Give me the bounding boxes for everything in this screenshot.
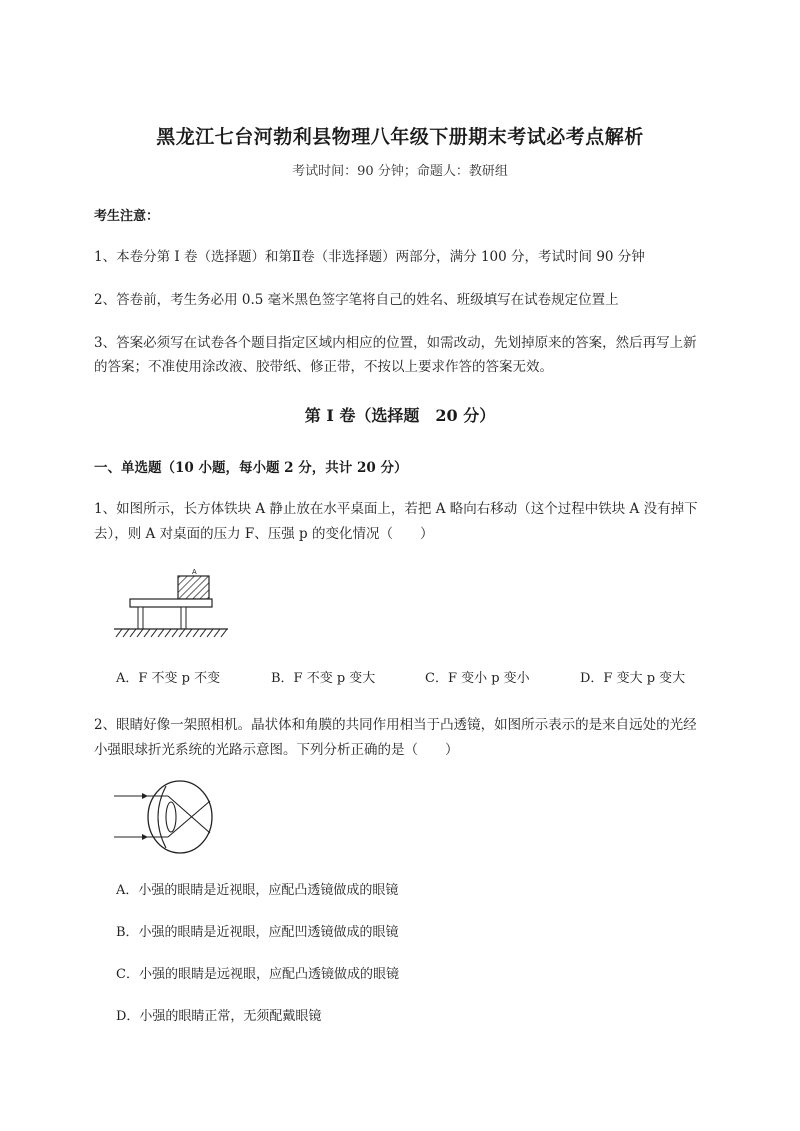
question-2-line-1: 2、眼睛好像一架照相机。晶状体和角膜的共同作用相当于凸透镜，如图所示表示的是来自远处的光经 xyxy=(94,717,697,733)
question-1-option-d[interactable]: D．F 变大 p 变大 xyxy=(580,671,686,686)
iron-block-shape xyxy=(178,576,209,599)
question-1-option-a[interactable]: A．F 不变 p 不变 xyxy=(116,671,221,686)
block-label: A xyxy=(192,569,197,576)
notice-item-3-line-2: 的答案；不准使用涂改液、胶带纸、修正带，不按以上要求作答的答案无效。 xyxy=(94,359,553,375)
question-1-option-b[interactable]: B．F 不变 p 变大 xyxy=(271,671,376,686)
question-2-option-b[interactable]: B．小强的眼睛是近视眼，应配凹透镜做成的眼镜 xyxy=(116,925,399,940)
part-heading: 一、单选题（10 小题，每小题 2 分，共计 20 分） xyxy=(94,460,408,476)
question-1-line-1: 1、如图所示，长方体铁块 A 静止放在水平桌面上，若把 A 略向右移动（这个过程中铁块 A 没有掉下 xyxy=(94,501,698,517)
page-title: 黑龙江七台河勃利县物理八年级下册期末考试必考点解析 xyxy=(156,126,644,148)
question-2-option-d[interactable]: D．小强的眼睛正常，无须配戴眼镜 xyxy=(116,1009,322,1024)
eye-lightpath-figure xyxy=(112,776,216,858)
notice-item-2: 2、答卷前，考生务必用 0.5 毫米黑色签字笔将自己的姓名、班级填写在试卷规定位置上 xyxy=(94,292,619,308)
question-2-line-2: 小强眼球折光系统的光路示意图。下列分析正确的是（ ） xyxy=(94,742,459,758)
question-1-option-c[interactable]: C．F 变小 p 变小 xyxy=(425,671,530,686)
question-1-line-2: 去），则 A 对桌面的压力 F、压强 p 的变化情况（ ） xyxy=(94,526,434,542)
notice-item-1: 1、本卷分第 I 卷（选择题）和第Ⅱ卷（非选择题）两部分，满分 100 分，考试时间 90 分钟 xyxy=(94,249,645,265)
exam-meta: 考试时间：90 分钟；命题人：教研组 xyxy=(292,164,508,179)
question-2-option-c[interactable]: C．小强的眼睛是远视眼，应配凸透镜做成的眼镜 xyxy=(116,967,399,982)
notice-heading: 考生注意： xyxy=(94,209,160,224)
section-title: 第 I 卷（选择题 20 分） xyxy=(304,406,496,425)
notice-item-3-line-1: 3、答案必须写在试卷各个题目指定区域内相应的位置，如需改动，先划掉原来的答案，然后再写上新 xyxy=(94,335,697,351)
question-2-option-a[interactable]: A．小强的眼睛是近视眼，应配凸透镜做成的眼镜 xyxy=(116,883,399,898)
table-block-figure xyxy=(112,566,232,642)
